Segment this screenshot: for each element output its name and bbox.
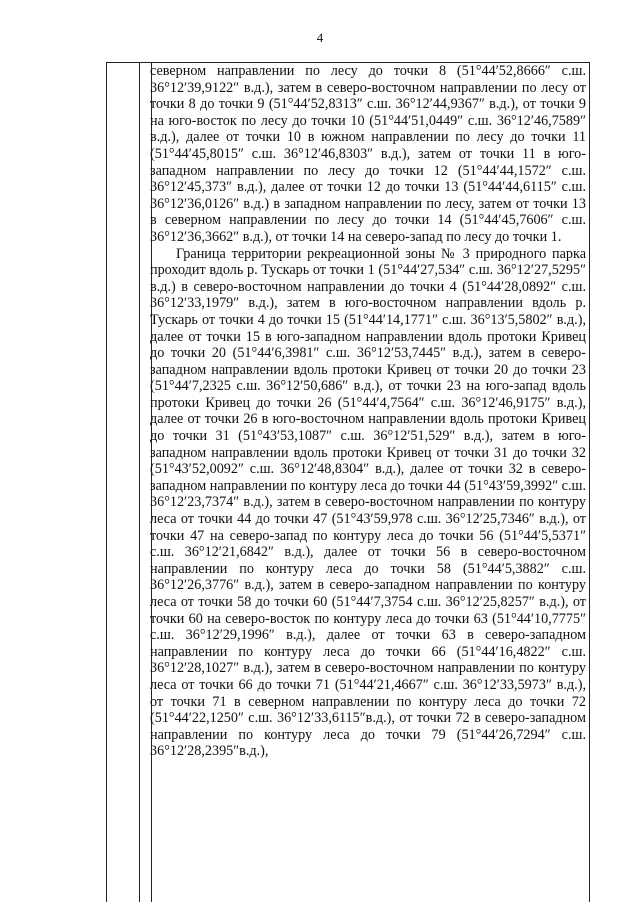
column-divider	[139, 63, 140, 902]
paragraph-recreation-zone-3: Граница территории рекреационной зоны № 3 природного парка проходит вдоль р. Тускарь от точки 1 (51°44′27,534″ с.ш. 36°12′27,5295″ в.д.) в северо-восточном направлении до точки 4 (51°44′28,0892″ с.ш. 36°12′33,1979″ в.д.), затем в юго-восточном направлении вдоль р. Тускарь от точки 4 до точки 15 (51°44′14,1771″ с.ш. 36°13′5,5802″ в.д.), далее от точки 15 в юго-западном направлении вдоль протоки Кривец до точки 20 (51°44′6,3981″ с.ш. 36°12′53,7445″ в.д.), затем в северо-западном направлении вдоль протоки Кривец от точки 20 до точки 23 (51°44′7,2325 с.ш. 36°12′50,686″ в.д.), от точки 23 на юго-запад вдоль протоки Кривец до точки 26 (51°44′4,7564″ с.ш. 36°12′46,9175″ в.д.), далее от точки 26 в юго-восточном направлении вдоль протоки Кривец до точки 31 (51°43′53,1087″ с.ш. 36°12′51,529″ в.д.), затем в юго-западном направлении вдоль протоки Кривец от точки 31 до точки 32 (51°43′52,0092″ с.ш. 36°12′48,8304″ в.д.), далее от точки 32 в северо-западном направлении по контуру леса до точки 44 (51°43′59,3992″ с.ш. 36°12′23,7374″ в.д.), затем в северо-восточном направлении по контуру леса от точки 44 до точки 47 (51°43′59,978 с.ш. 36°12′25,7346″ в.д.), от точки 47 на северо-запад по контуру леса до точки 56 (51°44′5,5371″ с.ш. 36°12′21,6842″ в.д.), далее от точки 56 в северо-восточном направлении по контуру леса до точки 58 (51°44′5,3882″ с.ш. 36°12′26,3776″ в.д.), затем в северо-западном направлении по контуру леса от точки 58 до точки 60 (51°44′7,3754 с.ш. 36°12′25,8257″ в.д.), от точки 60 на северо-восток по контуру леса до точки 63 (51°44′10,7775″ с.ш. 36°12′29,1996″ в.д.), далее от точки 63 в северо-западном направлении по контуру леса до точки 66 (51°44′16,4822″ с.ш. 36°12′28,1027″ в.д.), затем в северо-восточном направлении по контуру леса от точки 66 до точки 71 (51°44′21,4667″ с.ш. 36°12′33,5973″ в.д.), от точки 71 в северном направлении по контуру леса до точки 72 (51°44′22,1250″ с.ш. 36°12′33,6115″в.д.), от точки 72 в северо-западном направлении по контуру леса до точки 79 (51°44′26,7294″ с.ш. 36°12′28,2395″в.д.),	[150, 245, 586, 760]
page-number: 4	[316, 30, 324, 45]
paragraph-continuation: северном направлении по лесу до точки 8 (51°44′52,8666″ с.ш. 36°12′39,9122″ в.д.), затем в северо-восточном направлении по лесу от точки 8 до точки 9 (51°44′52,8313″ с.ш. 36°12′44,9367″ в.д.), от точки 9 на юго-восток по лесу до точки 10 (51°44′51,0449″ с.ш. 36°12′46,7589″ в.д.), далее от точки 10 в южном направлении по лесу до точки 11 (51°44′45,8015″ с.ш. 36°12′46,8303″ в.д.), затем от точки 11 в юго-западном направлении по лесу до точки 12 (51°44′44,1572″ с.ш. 36°12′45,373″ в.д.), далее от точки 12 до точки 13 (51°44′44,6115″ с.ш. 36°12′36,0126″ в.д.) в западном направлении по лесу, затем от точки 13 в северном направлении по лесу до точки 14 (51°44′45,7606″ с.ш. 36°12′36,3662″ в.д.), от точки 14 на северо-запад по лесу до точки 1.	[150, 63, 586, 245]
table-text-cell	[150, 63, 586, 760]
